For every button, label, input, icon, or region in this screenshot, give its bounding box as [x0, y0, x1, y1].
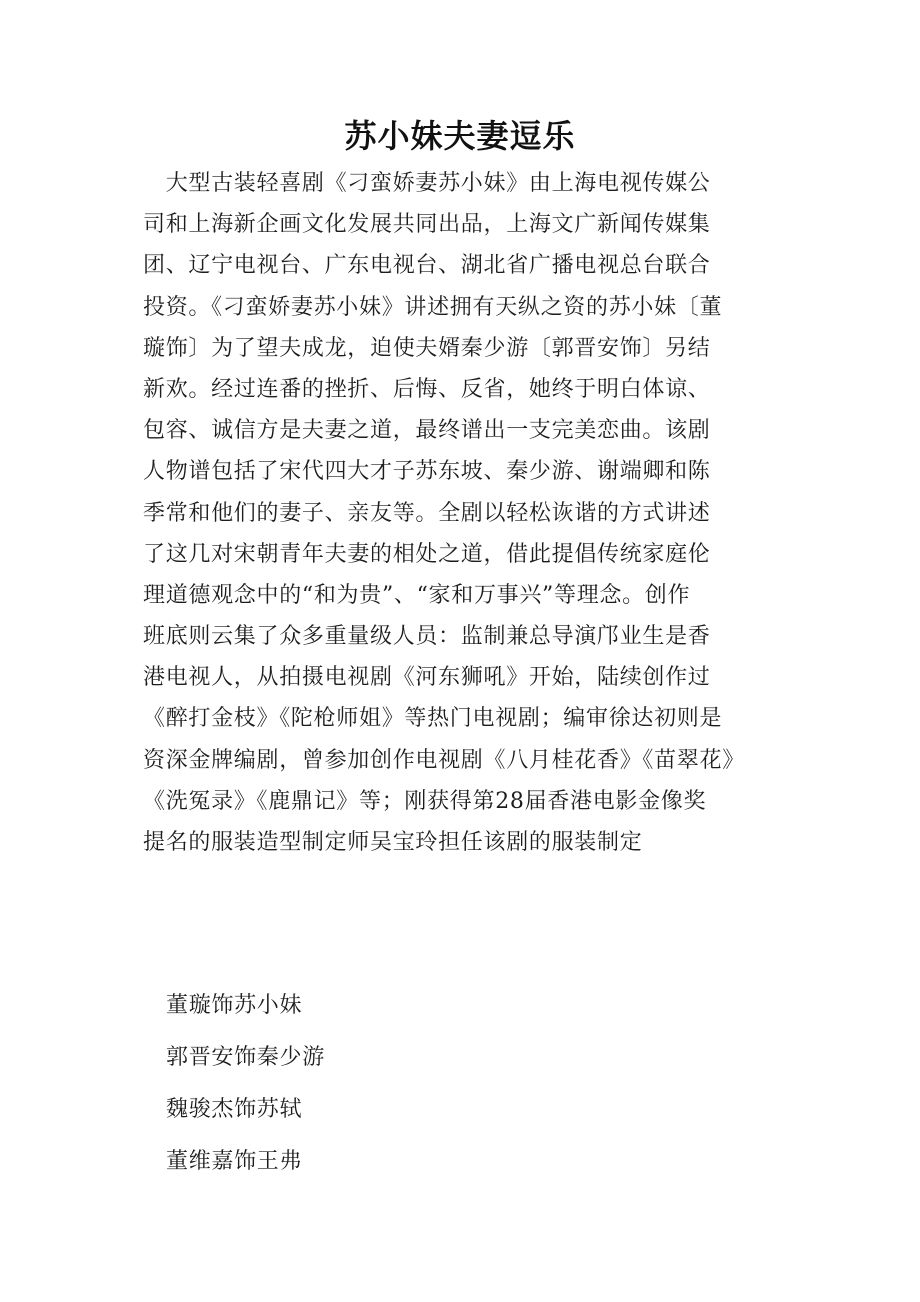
paragraph-line: 季常和他们的妻子、亲友等。全剧以轻松诙谐的方式讲述 [143, 500, 711, 526]
paragraph-line: 提名的服装造型制定师吴宝玲担任该剧的服装制定 [143, 830, 643, 855]
paragraph-line: 人物谱包括了宋代四大才子苏东坡、秦少游、谢端卿和陈 [143, 459, 711, 485]
paragraph-line: 班底则云集了众多重量级人员：监制兼总导演邝业生是香 [143, 624, 711, 650]
paragraph-line: 包容、诚信方是夫妻之道，最终谱出一支完美恋曲。该剧 [143, 418, 711, 444]
paragraph-line: 理道德观念中的“和为贵”、“家和万事兴”等理念。创作 [143, 582, 691, 608]
paragraph-line: 司和上海新企画文化发展共同出品，上海文广新闻传媒集 [143, 212, 711, 238]
paragraph-line: 大型古装轻喜剧《刁蛮娇妻苏小妹》由上海电视传媒公 [143, 171, 711, 196]
cast-list [166, 980, 325, 1188]
paragraph-line: 团、辽宁电视台、广东电视台、湖北省广播电视总台联合 [143, 253, 711, 279]
paragraph-line: 港电视人，从拍摄电视剧《河东狮吼》开始，陆续创作过 [143, 665, 711, 691]
cast-item: 郭晋安饰秦少游 [166, 1045, 325, 1070]
paragraph-line: 资深金牌编剧，曾参加创作电视剧《八月桂花香》《苗翠花》 [143, 747, 745, 773]
paragraph-line: 璇饰〕为了望夫成龙，迫使夫婿秦少游〔郭晋安饰〕另结 [143, 335, 711, 361]
paragraph-line: 《醉打金枝》《陀枪师姐》等热门电视剧；编审徐达初则是 [143, 706, 723, 732]
paragraph-line: 《洗冤录》《鹿鼎记》等；刚获得第28届香港电影金像奖 [143, 788, 707, 814]
paragraph-line: 投资。《刁蛮娇妻苏小妹》讲述拥有天纵之资的苏小妹〔董 [143, 294, 723, 320]
cast-item: 董璇饰苏小妹 [166, 993, 303, 1018]
paragraph-line: 了这几对宋朝青年夫妻的相处之道，借此提倡传统家庭伦 [143, 541, 711, 567]
intro-paragraph [143, 163, 783, 863]
cast-item: 魏骏杰饰苏轼 [166, 1097, 303, 1122]
paragraph-line: 新欢。经过连番的挫折、后悔、反省，她终于明白体谅、 [143, 376, 711, 402]
document-title: 苏小妹夫妻逗乐 [344, 117, 576, 155]
cast-item: 董维嘉饰王弗 [166, 1149, 303, 1174]
